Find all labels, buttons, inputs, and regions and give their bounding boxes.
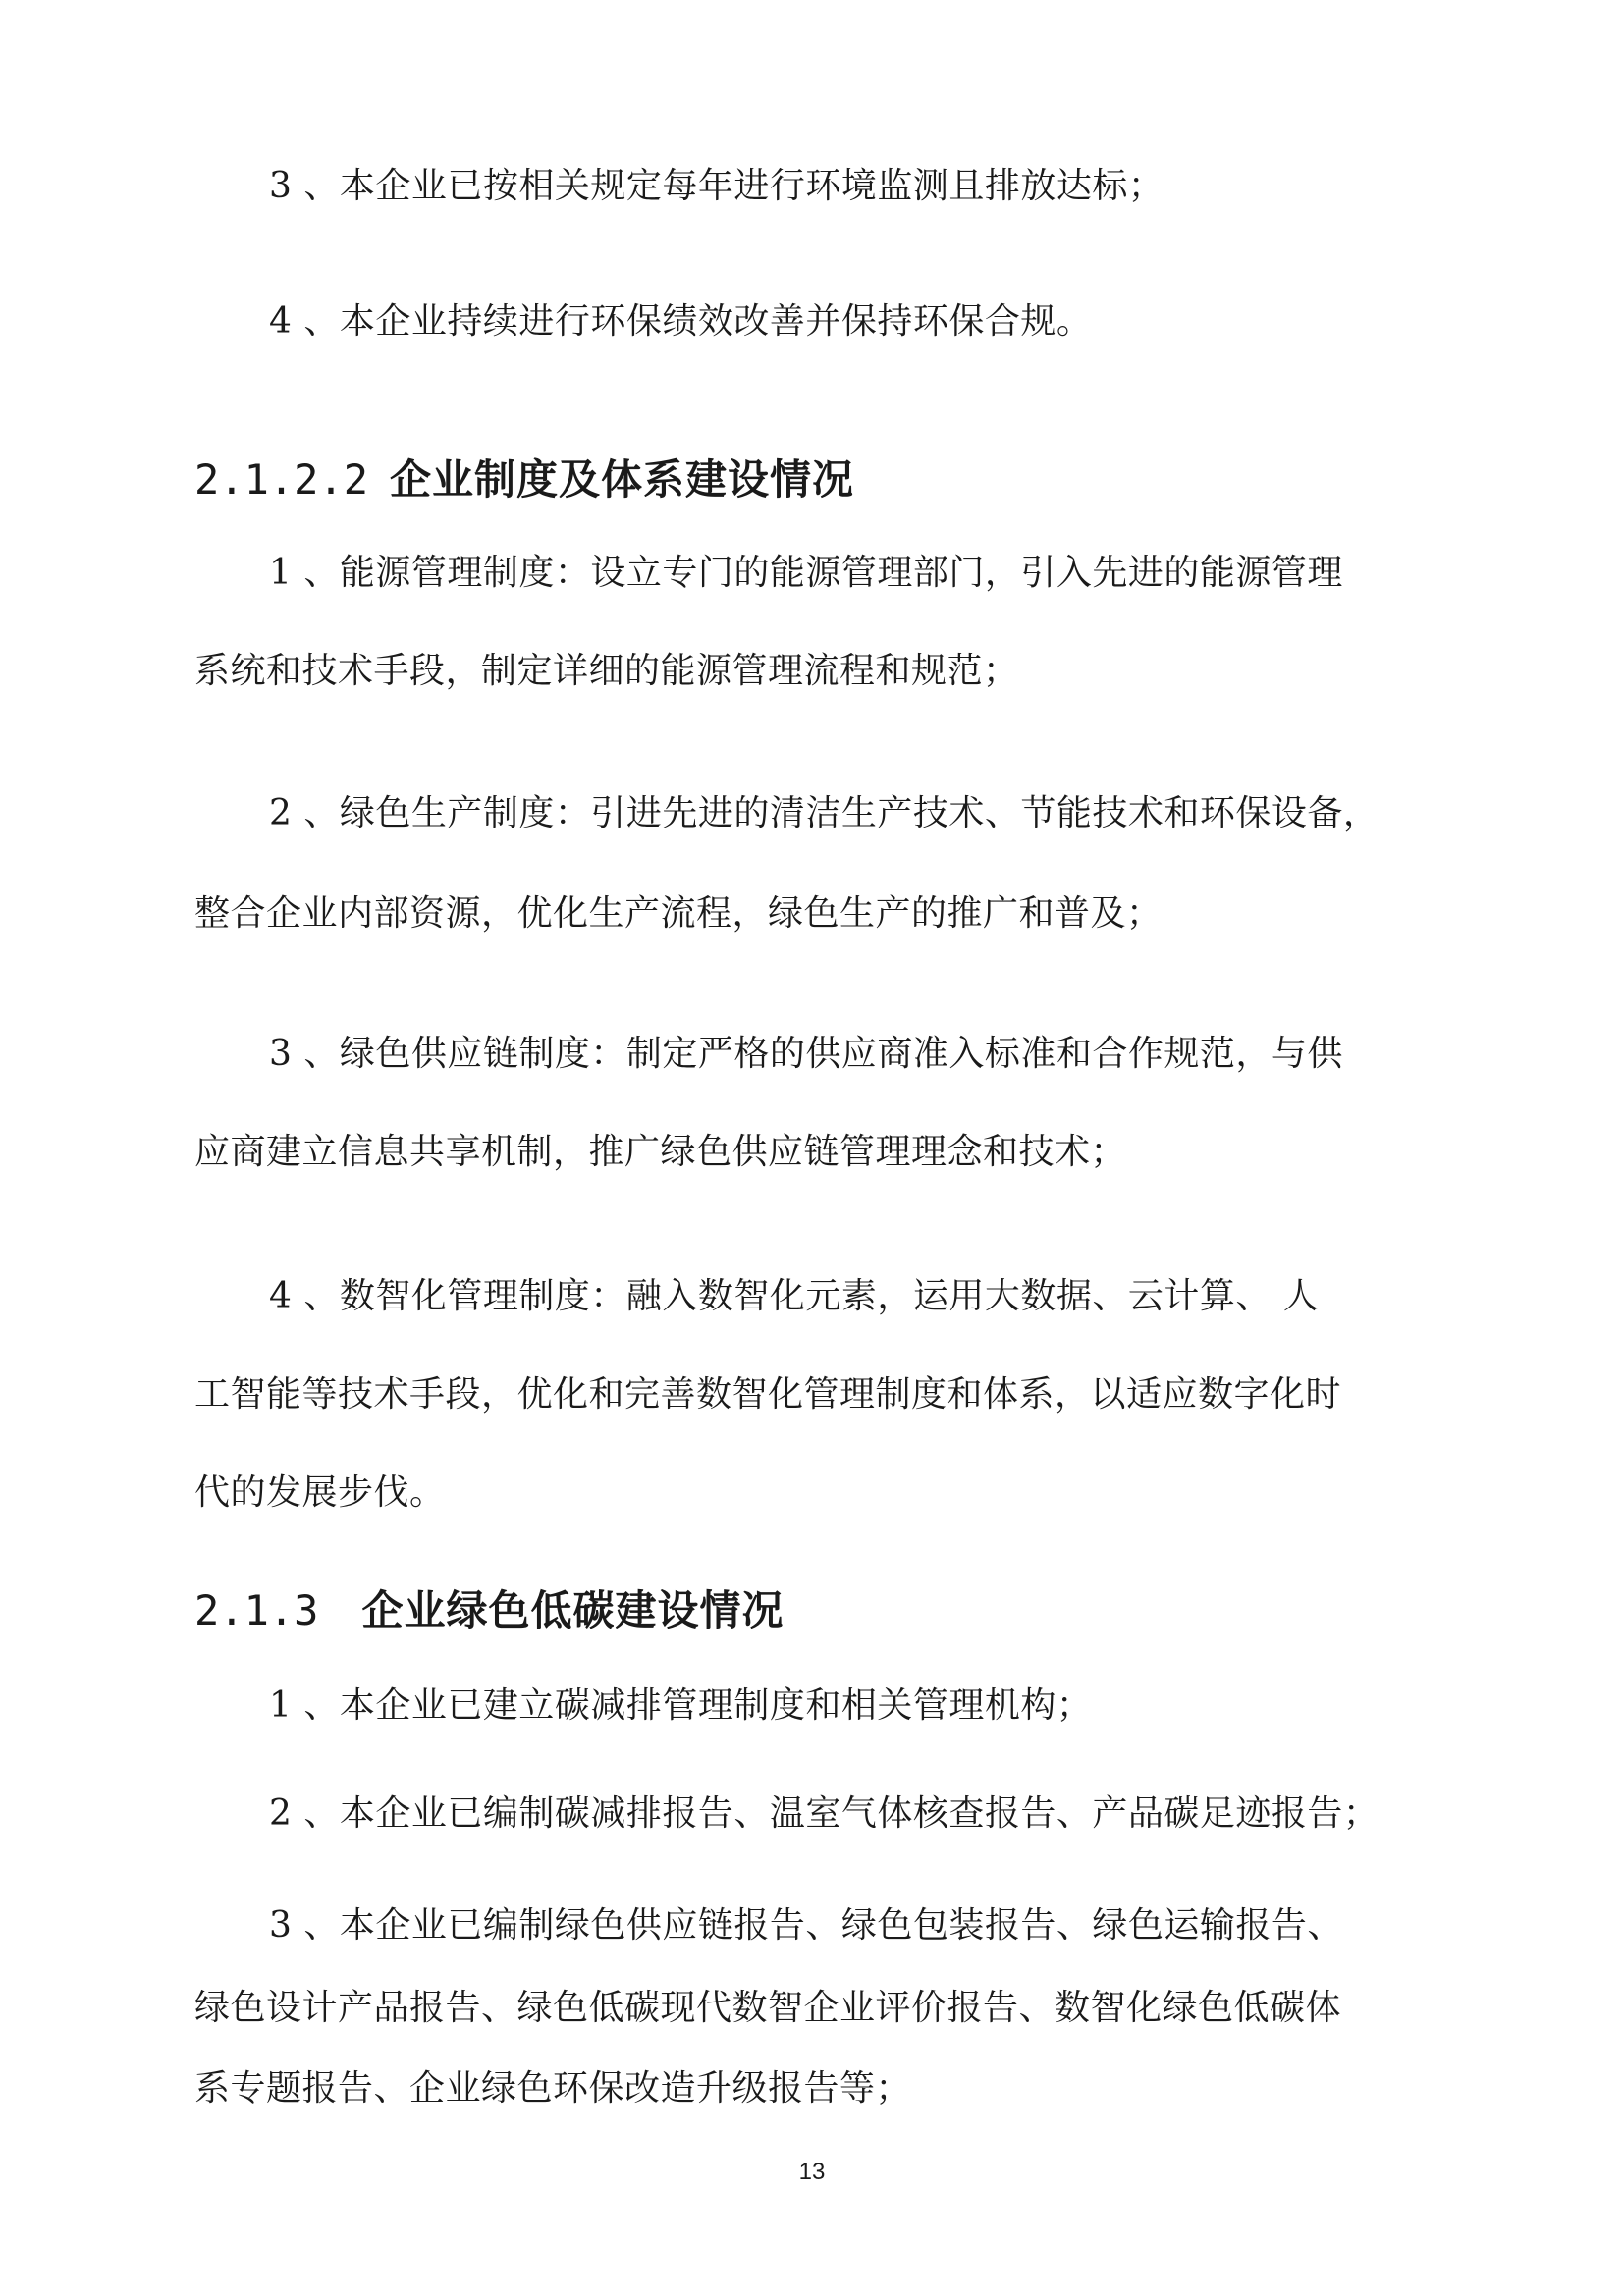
section-number: 2.1.3 — [194, 1586, 319, 1634]
paragraph-line: 整合企业内部资源，优化生产流程，绿色生产的推广和普及； — [194, 893, 1163, 934]
section-heading-2-1-2-2 — [194, 454, 854, 507]
section-title: 企业制度及体系建设情况 — [390, 455, 855, 504]
paragraph-line: 系统和技术手段，制定详细的能源管理流程和规范； — [194, 651, 1019, 691]
section-heading-2-1-3 — [194, 1584, 784, 1637]
paragraph-line: 3 、绿色供应链制度：制定严格的供应商准入标准和合作规范，与供 — [269, 1034, 1343, 1074]
paragraph-line: 工智能等技术手段，优化和完善数智化管理制度和体系，以适应数字化时 — [194, 1374, 1342, 1415]
paragraph-line: 3 、本企业已按相关规定每年进行环境监测且排放达标； — [269, 166, 1164, 206]
paragraph-line: 2 、绿色生产制度：引进先进的清洁生产技术、节能技术和环保设备， — [269, 793, 1380, 833]
paragraph-line: 应商建立信息共享机制，推广绿色供应链管理理念和技术； — [194, 1132, 1127, 1172]
paragraph-line: 4 、数智化管理制度：融入数智化元素，运用大数据、云计算、 人 — [269, 1276, 1320, 1316]
page-number: 13 — [798, 2159, 826, 2185]
paragraph-line: 1 、本企业已建立碳减排管理制度和相关管理机构； — [269, 1685, 1093, 1726]
paragraph-line: 4 、本企业持续进行环保绩效改善并保持环保合规。 — [269, 301, 1093, 342]
paragraph-line: 2 、本企业已编制碳减排报告、温室气体核查报告、产品碳足迹报告； — [269, 1793, 1380, 1834]
paragraph-line: 1 、能源管理制度：设立专门的能源管理部门，引入先进的能源管理 — [269, 553, 1343, 593]
paragraph-line: 绿色设计产品报告、绿色低碳现代数智企业评价报告、数智化绿色低碳体 — [194, 1988, 1342, 2028]
paragraph-line: 3 、本企业已编制绿色供应链报告、绿色包装报告、绿色运输报告、 — [269, 1905, 1343, 1946]
paragraph-line: 系专题报告、企业绿色环保改造升级报告等； — [194, 2068, 912, 2109]
paragraph-line: 代的发展步伐。 — [194, 1472, 446, 1513]
section-number: 2.1.2.2 — [194, 455, 369, 504]
section-title: 企业绿色低碳建设情况 — [361, 1586, 785, 1634]
